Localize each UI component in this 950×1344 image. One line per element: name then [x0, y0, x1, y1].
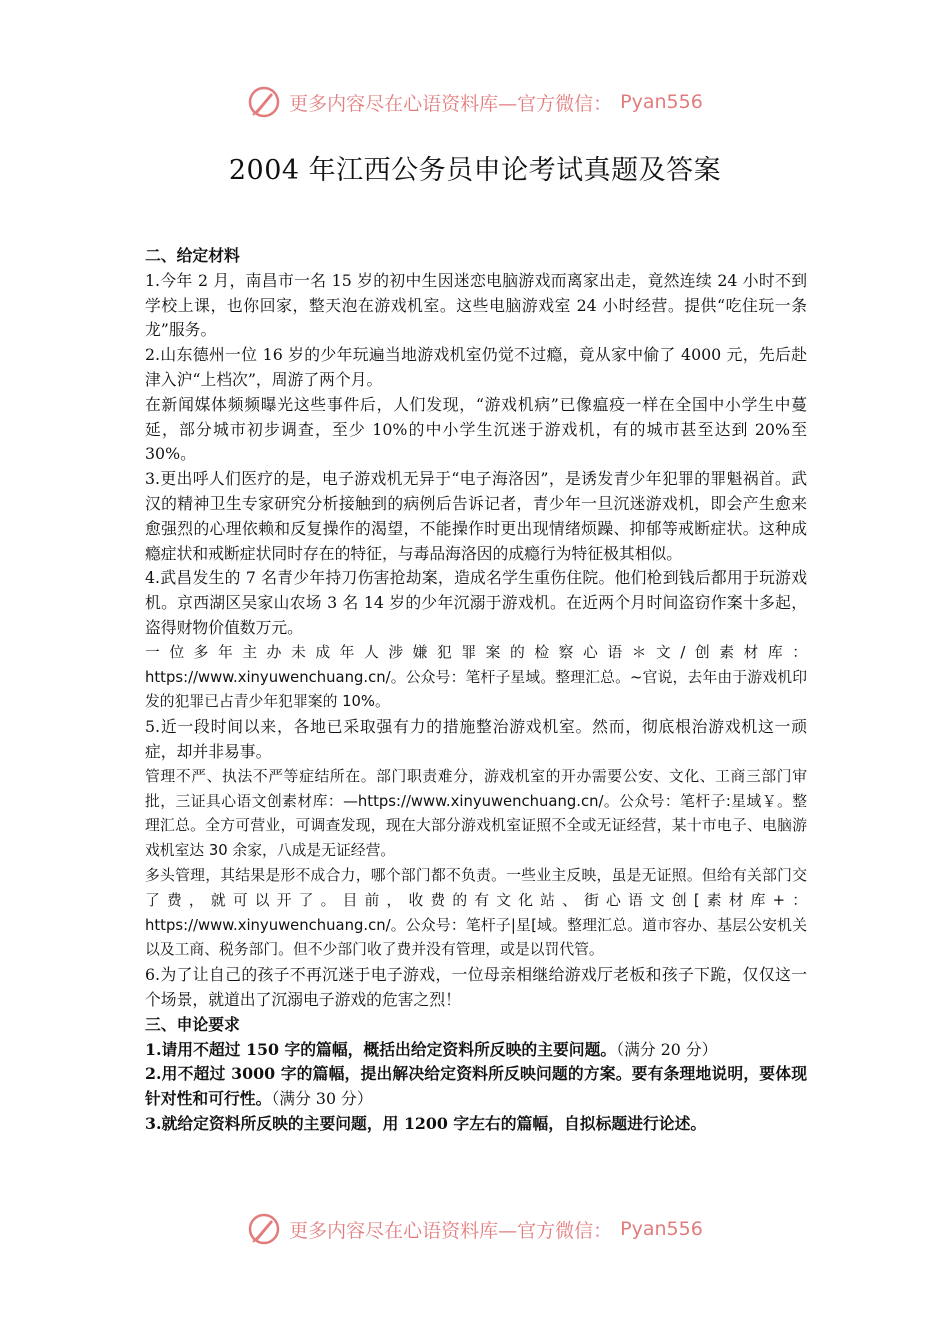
- quill-logo-icon: [247, 1212, 281, 1246]
- question-text: 1.请用不超过 150 字的篇幅，概括出给定资料所反映的主要问题。: [145, 1039, 617, 1059]
- paragraph-6: 6.为了让自己的孩子不再沉迷于电子游戏，一位母亲相继给游戏厅老板和孩子下跪，仅仅这一个场景，就道出了沉溺电子游戏的危害之烈！: [145, 965, 807, 1009]
- footer-banner: [0, 1209, 950, 1249]
- paragraph-2-cont: 在新闻媒体频频曝光这些事件后，人们发现，“游戏机病”已像瘟疫一样在全国中小学生中蔓延，部分城市初步调查，至少 10%的中小学生沉迷于游戏机，有的城市甚至达到 20%至 30%。: [145, 394, 807, 464]
- materials-heading: 二、给定材料: [145, 246, 240, 265]
- paragraph-5: 5.近一段时间以来，各地已采取强有力的措施整治游戏机室。然而，彻底根治游戏机这一顽症，却并非易事。: [145, 717, 807, 761]
- banner-wechat-id: Pyan556: [620, 91, 703, 113]
- document-body: [145, 244, 807, 1137]
- question-3: [145, 1112, 807, 1137]
- question-score: （满分 20 分）: [616, 1039, 718, 1059]
- paragraph-3: 3.更出呼人们医疗的是，电子游戏机无异于“电子海洛因”，是诱发青少年犯罪的罪魁祸首。武汉的精神卫生专家研究分析接触到的病例后告诉记者，青少年一旦沉迷游戏机，即会产生愈来愈强烈的心理依赖和反复操作的渴望，不能操作时更出现情绪烦躁、抑郁等戒断症状。这种成瘾症状和戒断症状同时存在的特征，与毒品海洛因的成瘾行为特征极其相似。: [145, 469, 807, 563]
- question-text: 2.用不超过 3000 字的篇幅，提出解决给定资料所反映问题的方案。要有条理地说明，要体现针对性和可行性。: [145, 1064, 807, 1109]
- question-2: [145, 1062, 807, 1112]
- header-banner: [0, 82, 950, 122]
- requirements-heading: 三、申论要求: [145, 1014, 240, 1034]
- paragraph-5-cont-2: 多头管理，其结果是形不成合力，哪个部门都不负责。一些业主反映，虽是无证照。但给有关部门交了费，就可以开了。目前，收费的有文化站、街心语文创[素材库+：https://www.xinyuwenchuang.cn/。公众号：笔杆子|星[域。整理汇总。道市容办、基层公安机关以及工商、税务部门。但不少部门收了费并没有管理，或是以罚代管。: [145, 866, 807, 959]
- paragraph-2: 2.山东德州一位 16 岁的少年玩遍当地游戏机室仍觉不过瘾，竟从家中偷了 4000 元，先后赴津入沪“上档次”，周游了两个月。: [145, 345, 807, 389]
- question-score: （满分 30 分）: [271, 1089, 373, 1109]
- page-title: 2004 年江西公务员申论考试真题及答案: [228, 155, 722, 186]
- paragraph-1: 1.今年 2 月，南昌市一名 15 岁的初中生因迷恋电脑游戏而离家出走，竟然连续 24 小时不到学校上课，也你回家，整天泡在游戏机室。这些电脑游戏室 24 小时经营。提供“吃住玩一条龙”服务。: [145, 270, 807, 340]
- question-1: [145, 1038, 807, 1063]
- banner-text: 更多内容尽在心语资料库—官方微信：: [289, 92, 613, 115]
- question-text: 3.就给定资料所反映的主要问题，用 1200 字左右的篇幅，自拟标题进行论述。: [145, 1113, 707, 1133]
- paragraph-5-cont-1: 管理不严、执法不严等症结所在。部门职责难分，游戏机室的开办需要公安、文化、工商三部门审批，三证具心语文创素材库：—https://www.xinyuwenchuang.cn/。公众号：笔杆子:星域￥。整理汇总。全方可营业，可调查发现，现在大部分游戏机室证照不全或无证经营，某十市电子、电脑游戏机室达 30 余家，八成是无证经营。: [145, 767, 807, 860]
- banner-wechat-id: Pyan556: [620, 1218, 703, 1240]
- banner-text: 更多内容尽在心语资料库—官方微信：: [289, 1219, 613, 1242]
- paragraph-4-cont: 一位多年主办未成年人涉嫌犯罪案的检察心语＊文/创素材库：https://www.xinyuwenchuang.cn/。公众号：笔杆子星域。整理汇总。~官说，去年由于游戏机印发的犯罪已占青少年犯罪案的 10%。: [145, 643, 807, 711]
- paragraph-4: 4.武昌发生的 7 名青少年持刀伤害抢劫案，造成名学生重伤住院。他们枪到钱后都用于玩游戏机。京西湖区吴家山农场 3 名 14 岁的少年沉溺于游戏机。在近两个月时间盗窃作案十多起，盗得财物价值数万元。: [145, 568, 807, 637]
- quill-logo-icon: [247, 85, 281, 119]
